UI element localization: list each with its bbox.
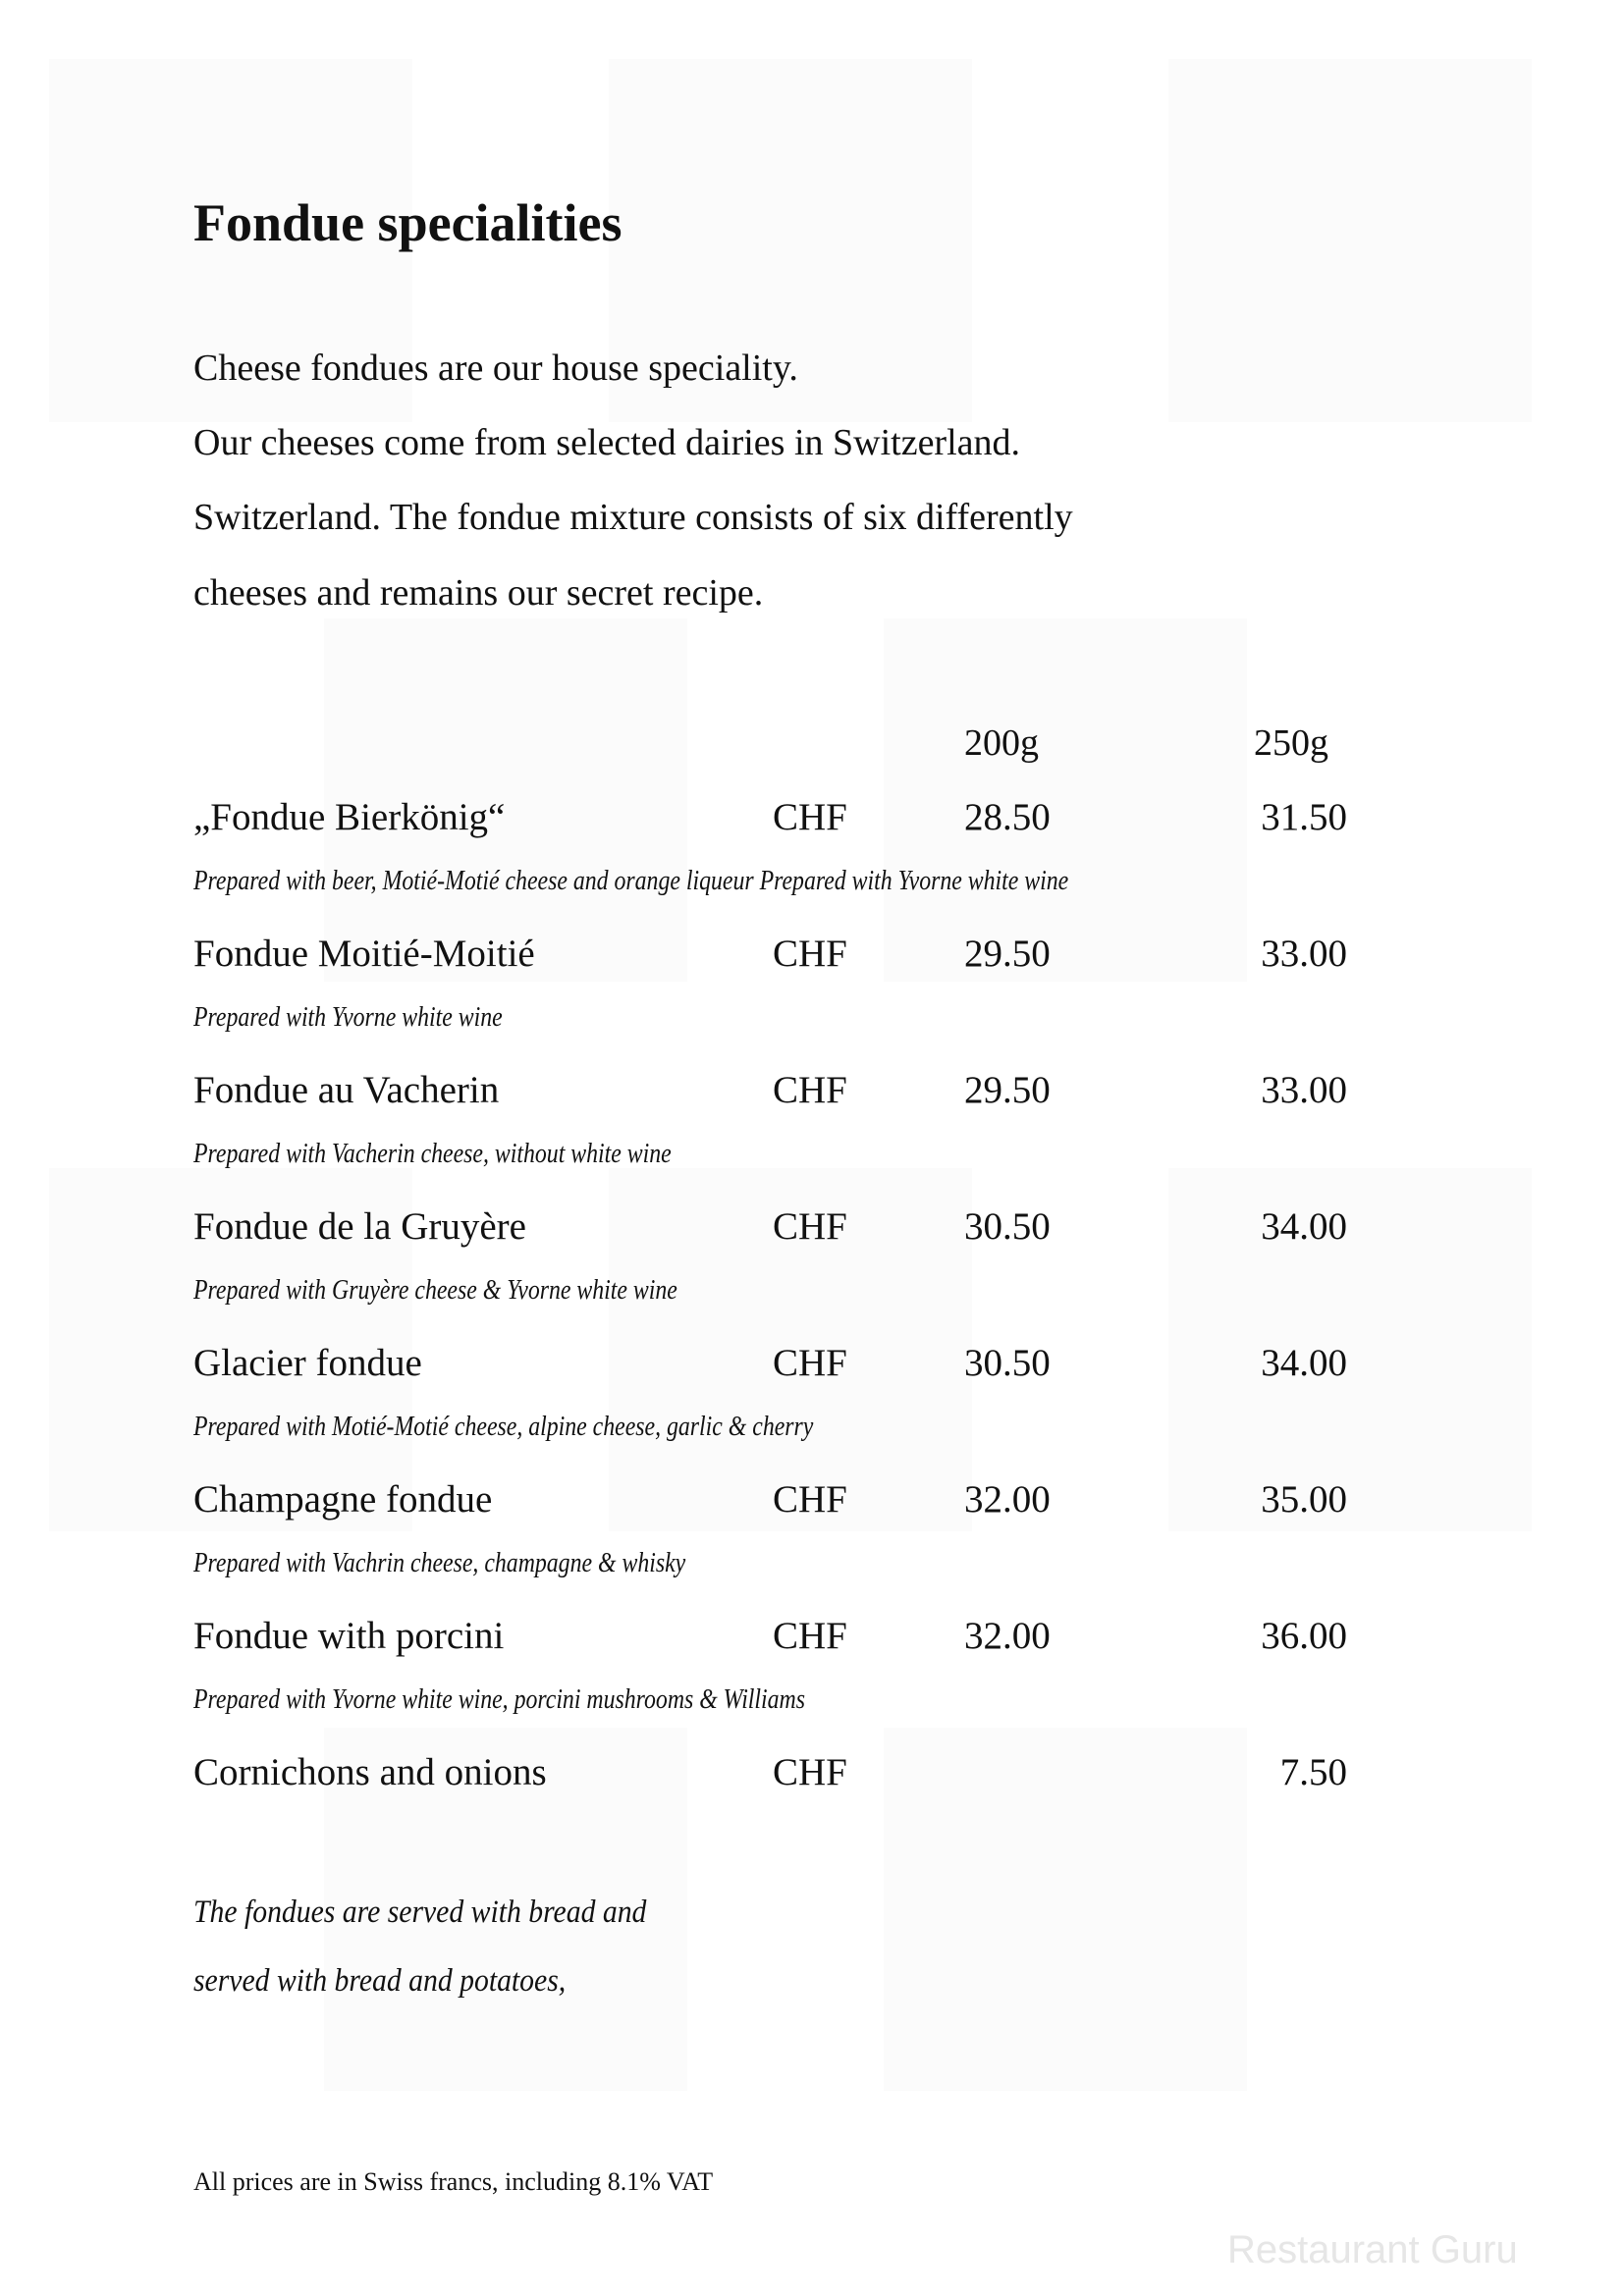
item-price-250g: 33.00 xyxy=(1261,1069,1347,1111)
item-price-250g: 36.00 xyxy=(1261,1615,1347,1657)
item-currency: CHF xyxy=(773,933,847,975)
item-currency: CHF xyxy=(773,1478,847,1521)
item-name: Fondue au Vacherin xyxy=(193,1069,500,1111)
item-price-250g: 34.00 xyxy=(1261,1342,1347,1384)
watermark-tile xyxy=(1168,1168,1532,1531)
item-description: Prepared with Motié-Motié cheese, alpine cheese, garlic & cherry xyxy=(193,1412,814,1442)
item-currency: CHF xyxy=(773,1069,847,1111)
item-description: Prepared with Gruyère cheese & Yvorne white wine xyxy=(193,1275,677,1306)
intro-line: cheeses and remains our secret recipe. xyxy=(193,572,764,614)
item-price-250g: 35.00 xyxy=(1261,1478,1347,1521)
watermark-text: Restaurant Guru xyxy=(1227,2228,1518,2271)
item-currency: CHF xyxy=(773,1615,847,1657)
item-currency: CHF xyxy=(773,796,847,838)
item-name: Fondue with porcini xyxy=(193,1615,505,1657)
item-price-200g: 28.50 xyxy=(964,796,1051,838)
watermark-tile xyxy=(884,618,1247,982)
column-header-250g: 250g xyxy=(1254,722,1328,764)
item-description: Prepared with beer, Motié-Motié cheese and orange liqueur Prepared with Yvorne white wine xyxy=(193,866,1069,896)
serving-note: served with bread and potatoes, xyxy=(193,1963,567,1999)
item-price-200g: 32.00 xyxy=(964,1615,1051,1657)
item-price-200g: 29.50 xyxy=(964,1069,1051,1111)
item-name: Glacier fondue xyxy=(193,1342,422,1384)
item-price-200g: 30.50 xyxy=(964,1205,1051,1248)
item-name: Fondue Moitié-Moitié xyxy=(193,933,535,975)
vat-footer: All prices are in Swiss francs, including 8.1% VAT xyxy=(193,2167,714,2196)
item-price-250g: 33.00 xyxy=(1261,933,1347,975)
intro-line: Switzerland. The fondue mixture consists of six differently xyxy=(193,497,1073,538)
intro-line: Cheese fondues are our house speciality. xyxy=(193,347,798,389)
serving-note: The fondues are served with bread and xyxy=(193,1895,647,1930)
item-price-250g: 7.50 xyxy=(1279,1751,1347,1793)
page-title: Fondue specialities xyxy=(193,193,623,252)
item-description: Prepared with Vachrin cheese, champagne & whisky xyxy=(193,1548,686,1578)
item-name: Cornichons and onions xyxy=(193,1751,547,1793)
item-price-250g: 31.50 xyxy=(1261,796,1347,838)
item-name: Fondue de la Gruyère xyxy=(193,1205,526,1248)
item-price-200g: 29.50 xyxy=(964,933,1051,975)
item-name: Champagne fondue xyxy=(193,1478,493,1521)
item-name: „Fondue Bierkönig“ xyxy=(193,796,506,838)
watermark-tile xyxy=(1168,59,1532,422)
item-description: Prepared with Yvorne white wine xyxy=(193,1002,503,1033)
item-description: Prepared with Vacherin cheese, without white wine xyxy=(193,1139,672,1169)
item-price-200g: 32.00 xyxy=(964,1478,1051,1521)
item-description: Prepared with Yvorne white wine, porcini mushrooms & Williams xyxy=(193,1684,805,1715)
item-price-200g: 30.50 xyxy=(964,1342,1051,1384)
intro-line: Our cheeses come from selected dairies in Switzerland. xyxy=(193,422,1021,463)
column-header-200g: 200g xyxy=(964,722,1039,764)
watermark-tile xyxy=(884,1728,1247,2091)
item-currency: CHF xyxy=(773,1342,847,1384)
item-currency: CHF xyxy=(773,1751,847,1793)
item-currency: CHF xyxy=(773,1205,847,1248)
item-price-250g: 34.00 xyxy=(1261,1205,1347,1248)
